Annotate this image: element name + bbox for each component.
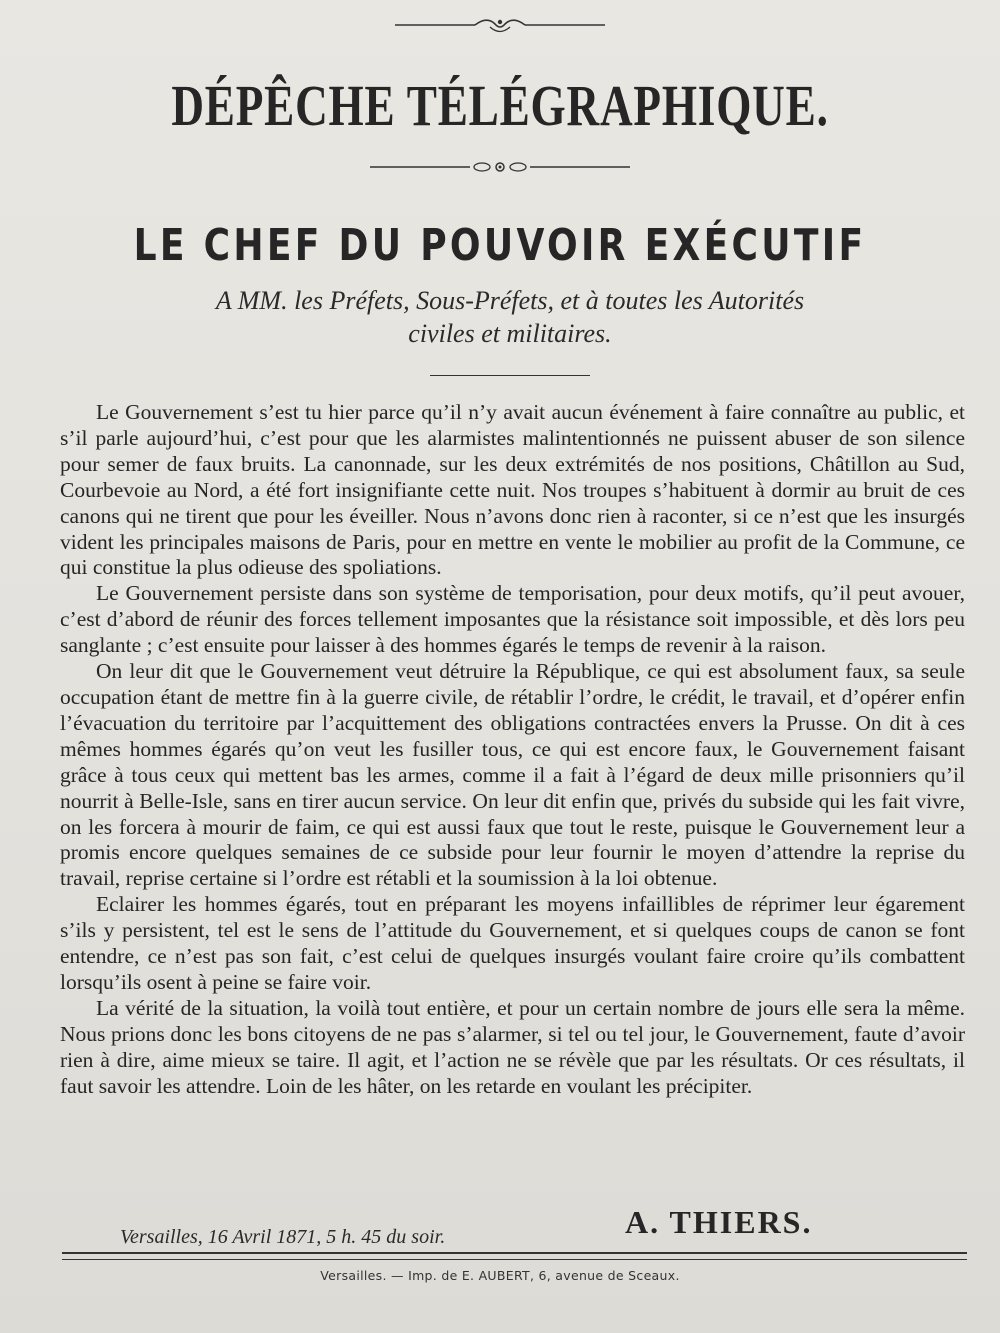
signature: A. THIERS. bbox=[625, 1204, 813, 1240]
paragraph: Eclairer les hommes égarés, tout en préparant les moyens infaillibles de réprimer leur égarement s’ils y persistent, tel est le sens de l’attitude du Gouvernement, et si quelques coups de canon se font entendre, ce n’est pas son fait, c’est celui de quelques insurgés voulant faire croire qu’ils combattent lorsqu’ils osent à peine se faire voir. bbox=[60, 892, 965, 994]
signature-line bbox=[0, 1204, 1000, 1248]
printer-imprint: Versailles. — Imp. de E. AUBERT, 6, avenue de Sceaux. bbox=[320, 1268, 680, 1283]
divider bbox=[430, 375, 590, 376]
paragraph: On leur dit que le Gouvernement veut détruire la République, ce qui est absolument faux, sa seule occupation étant de mettre fin à la guerre civile, de rétablir l’ordre, le crédit, le travail, et d’opérer enfin l’évacuation du territoire par l’acquittement des obligations contractées envers la Prusse. On dit à ces mêmes hommes égarés qu’on veut les fusiller tous, ce qui est encore faux, le Gouvernement faisant grâce à tous ceux qui mettent bas les armes, comme il a fait à l’égard de deux mille prisonniers qu’il nourrit à Belle-Isle, sans en tirer aucun service. On leur dit enfin que, privés du subside qui les fait vivre, on les forcera à mourir de faim, ce qui est aussi faux que tout le reste, puisque le Gouvernement leur a promis encore quelques semaines de ce subside pour leur fournir le moyen d’attendre la reprise du travail, reprise certaine si l’ordre est rétabli et la soumission à la loi obtenue. bbox=[60, 659, 965, 891]
top-ornament bbox=[0, 14, 1000, 34]
paragraph: La vérité de la situation, la voilà tout entière, et pour un certain nombre de jours elle sera la même. Nous prions donc les bons citoyens de ne pas s’alarmer, si tel ou tel jour, le Gouvernement, faute d’avoir rien à dire, aime mieux se taire. Il agit, et l’action ne se révèle que par les résultats. Or ces résultats, il faut savoir les attendre. Loin de les hâter, on les retarde en voulant les précipiter. bbox=[60, 995, 965, 1098]
dispatch-body bbox=[60, 400, 965, 1099]
flourish-ornament-icon bbox=[395, 14, 605, 36]
paragraph: Le Gouvernement persiste dans son système de temporisation, pour deux motifs, qu’il peut avouer, c’est d’abord de réunir des forces tellement imposantes que la résistance soit impossible, et dès lors peu sanglante ; c’est ensuite pour laisser à des hommes égarés le temps de revenir à la raison. bbox=[60, 581, 965, 658]
scroll-ornament-icon bbox=[370, 157, 630, 177]
footer-divider bbox=[62, 1252, 967, 1260]
place-and-date: Versailles, 16 Avril 1871, 5 h. 45 du soir. bbox=[120, 1226, 446, 1248]
section-heading: LE CHEF DU POUVOIR EXÉCUTIF bbox=[133, 220, 867, 271]
page-title: DÉPÊCHE TÉLÉGRAPHIQUE. bbox=[171, 73, 829, 138]
address-line-1: A MM. les Préfets, Sous-Préfets, et à toutes les Autorités bbox=[215, 286, 805, 315]
addressees bbox=[90, 284, 930, 350]
middle-ornament bbox=[0, 157, 1000, 177]
paragraph: Le Gouvernement s’est tu hier parce qu’il n’y avait aucun événement à faire connaître au public, et s’il parle aujourd’hui, c’est pour que les alarmistes malintentionnés ne puissent abuser de son silence pour semer de faux bruits. La canonnade, sur les deux extrémités de nos positions, Châtillon au Sud, Courbevoie au Nord, a été fort insignifiante cette nuit. Nos troupes s’habituent à dormir au bruit de ces canons qui ne tirent que pour les éveiller. Nous n’avons donc rien à raconter, si ce n’est que les insurgés vident les principales maisons de Paris, pour en mettre en vente le mobilier au profit de la Commune, ce qui constitue la plus odieuse des spoliations. bbox=[60, 400, 965, 580]
address-line-2: civiles et militaires. bbox=[408, 319, 612, 348]
